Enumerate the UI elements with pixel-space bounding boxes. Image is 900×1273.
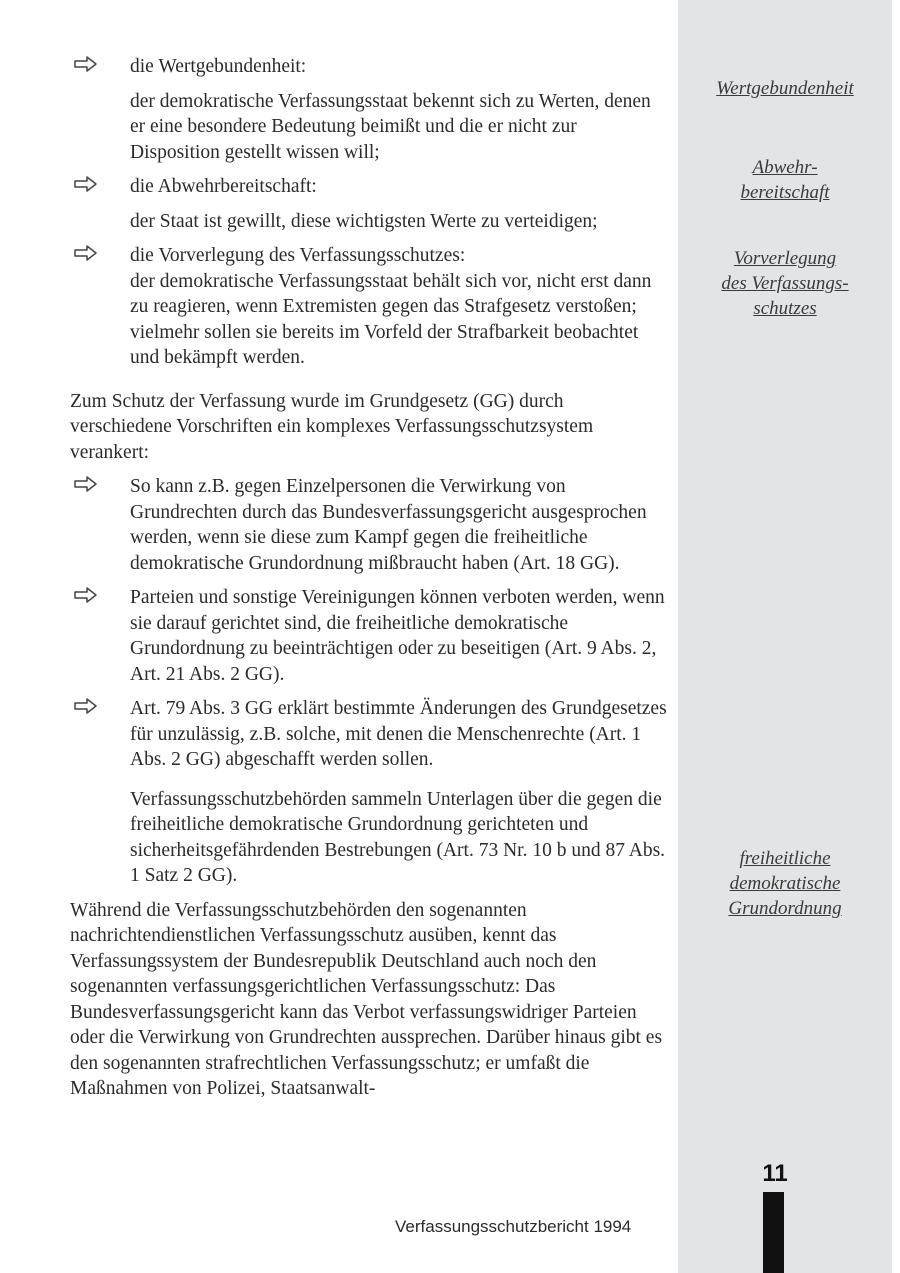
bullet-parteiverbot — [70, 585, 670, 687]
closing-paragraph: Während die Verfassungsschutzbehörden den sogenannten nachrichtendienstlichen Verfassungsschutz ausüben, kennt das Verfassungssystem der Bundesrepublik Deutschland auch noch den sogenannten verfassungsgerichtlichen Verfassungsschutz: Das Bundesverfassungsgericht kann das Verbot verfassungswidriger Parteien oder die Verwirkung von Grundrechten aussprechen. Darüber hinaus gibt es den sogenannten strafrechtlichen Verfassungsschutz; er umfaßt die Maßnahmen von Polizei, Staatsanwalt- — [70, 899, 663, 1099]
page-marker-bar — [763, 1192, 784, 1273]
right-arrow-icon — [73, 696, 99, 721]
bullet-text: Art. 79 Abs. 3 GG erklärt bestimmte Änderungen des Grundgesetzes für unzulässig, z.B. solche, mit denen die Menschenrechte (Art. 1 Abs. 2 GG) abgeschafft werden sollen. — [130, 698, 667, 770]
bullet-vorverlegung — [70, 243, 670, 269]
page-body — [70, 54, 670, 1102]
margin-note-text: Grundordnung — [728, 898, 842, 919]
right-arrow-icon — [73, 54, 99, 79]
margin-note-text: Wertgebundenheit — [716, 78, 854, 99]
margin-note-text: bereitschaft — [740, 182, 830, 203]
margin-note-text: Vorverlegung — [733, 248, 837, 269]
right-arrow-icon — [73, 174, 99, 199]
margin-note-vorverlegung — [678, 246, 892, 321]
bullet-body: der Staat ist gewillt, diese wichtigsten Werte zu verteidigen; — [130, 210, 598, 232]
right-arrow-icon — [73, 243, 99, 268]
bullet-verwirkung — [70, 474, 670, 576]
right-arrow-icon — [73, 585, 99, 610]
bullet-heading: die Vorverlegung des Verfassungsschutzes: — [130, 245, 466, 266]
bullet-body: der demokratische Verfassungsstaat behält sich vor, nicht erst dann zu reagieren, wenn Extremisten gegen das Strafgesetz verstoßen; vielmehr sollen sie bereits im Vorfeld der Strafbarkeit beobachtet und bekämpft werden. — [130, 270, 652, 368]
bullet-art79 — [70, 696, 670, 773]
margin-note-wertgebundenheit — [678, 76, 892, 101]
margin-note-abwehrbereitschaft — [678, 155, 892, 205]
bullet-text: So kann z.B. gegen Einzelpersonen die Verwirkung von Grundrechten durch das Bundesverfassungsgericht ausgesprochen werden, wenn sie diese zum Kampf gegen die freiheitliche demokratische Grundordnung mißbraucht haben (Art. 18 GG). — [130, 476, 647, 574]
margin-note-text: Abwehr- — [752, 157, 818, 178]
right-arrow-icon — [73, 474, 99, 499]
margin-note-text: des Verfassungs- — [721, 273, 849, 294]
indented-paragraph: Verfassungsschutzbehörden sammeln Unterlagen über die gegen die freiheitliche demokratische Grundordnung gerichteten und sicherheitsgefährdenden Bestrebungen (Art. 73 Nr. 10 b und 87 Abs. 1 Satz 2 GG). — [130, 788, 666, 886]
bullet-heading: die Abwehrbereitschaft: — [130, 176, 317, 197]
page-number: 11 — [762, 1160, 788, 1187]
bullet-body: der demokratische Verfassungsstaat bekennt sich zu Werten, denen er eine besondere Bedeutung beimißt und die er nicht zur Disposition gestellt wissen will; — [130, 90, 651, 163]
footer-title: Verfassungsschutzbericht 1994 — [395, 1217, 632, 1236]
margin-note-text: freiheitliche — [739, 848, 831, 869]
margin-note-fdgo — [678, 846, 892, 921]
bullet-heading: die Wertgebundenheit: — [130, 56, 307, 77]
bullet-wertgebundenheit — [70, 54, 670, 80]
bullet-abwehrbereitschaft — [70, 174, 670, 200]
margin-note-text: demokratische — [729, 873, 841, 894]
intro-paragraph: Zum Schutz der Verfassung wurde im Grundgesetz (GG) durch verschiedene Vorschriften ein komplexes Verfassungsschutzsystem verankert: — [70, 390, 594, 463]
margin-note-text: schutzes — [753, 298, 817, 319]
bullet-text: Parteien und sonstige Vereinigungen können verboten werden, wenn sie darauf gerichtet sind, die freiheitliche demokratische Grundordnung zu beeinträchtigen oder zu beseitigen (Art. 9 Abs. 2, Art. 21 Abs. 2 GG). — [130, 587, 665, 685]
